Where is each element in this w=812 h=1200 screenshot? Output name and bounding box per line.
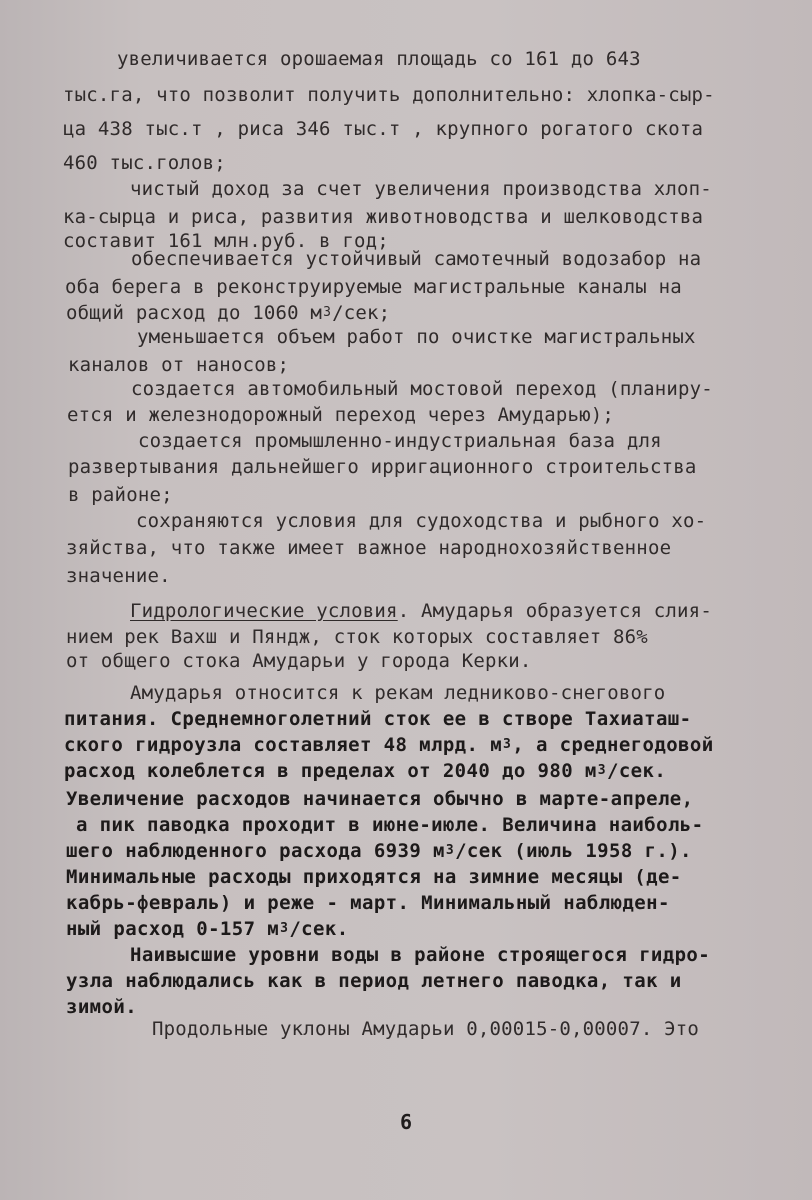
text-span: каналов от наносов; xyxy=(68,354,290,376)
text-line xyxy=(137,326,696,348)
text-line xyxy=(64,708,691,730)
text-span: от общего стока Амударьи у города Керки. xyxy=(66,650,532,672)
text-line xyxy=(63,152,226,174)
text-span: Амударья относится к рекам ледниково-снегового xyxy=(130,682,666,704)
text-span: ца 438 тыс.т , риса 346 тыс.т , крупного рогатого скота xyxy=(63,118,704,140)
text-line xyxy=(64,760,666,785)
page-number: 6 xyxy=(400,1110,413,1134)
text-span: сохраняются условия для судоходства и рыбного хо- xyxy=(136,510,707,532)
text-line xyxy=(66,565,171,587)
text-span: кабрь-февраль) и реже - март. Минимальный наблюден- xyxy=(66,892,670,914)
text-line xyxy=(66,626,648,648)
unit-superscript: 3 xyxy=(597,763,606,778)
text-span: , а среднегодовой xyxy=(512,734,714,756)
text-line xyxy=(63,206,703,228)
text-line xyxy=(66,970,682,992)
text-line xyxy=(66,892,670,914)
text-line xyxy=(68,456,697,478)
text-span: уменьшается объем работ по очистке магистральных xyxy=(137,326,696,348)
unit-superscript: 3 xyxy=(503,737,512,752)
text-span: значение. xyxy=(66,565,171,587)
text-span: /сек. xyxy=(289,918,349,940)
text-line xyxy=(152,1018,699,1040)
text-span: /сек. xyxy=(607,760,667,782)
text-span: в районе; xyxy=(68,484,173,506)
unit-superscript: 3 xyxy=(280,921,289,936)
text-span: тыс.га, что позволит получить дополнительно: хлопка-сыр- xyxy=(63,84,715,106)
text-span: зяйства, что также имеет важное народнохозяйственное xyxy=(66,537,672,559)
text-line xyxy=(66,918,349,943)
text-line xyxy=(66,840,692,865)
text-span: зимой. xyxy=(66,996,138,1018)
text-span: ка-сырца и риса, развития животноводства и шелководства xyxy=(63,206,704,228)
text-span: создается промышленно-индустриальная база для xyxy=(138,430,662,452)
text-span: шего наблюденного расхода 6939 м xyxy=(66,840,445,862)
text-line xyxy=(130,600,712,622)
text-line xyxy=(66,650,532,672)
text-line xyxy=(66,866,682,888)
text-span: обеспечивается устойчивый самотечный водозабор на xyxy=(131,248,702,270)
text-line xyxy=(66,996,137,1018)
text-span: Продольные уклоны Амударьи 0,00015-0,00007. Это xyxy=(152,1018,700,1040)
text-span: узла наблюдались как в период летнего паводка, так и xyxy=(66,970,682,992)
unit-superscript: 3 xyxy=(323,305,332,320)
text-line xyxy=(130,682,665,704)
text-span: Минимальные расходы приходятся на зимние месяцы (де- xyxy=(66,866,682,888)
text-span: . Амударья образуется слия- xyxy=(397,600,712,622)
text-span: питания. Среднемноголетний сток ее в створе Тахиаташ- xyxy=(64,708,692,730)
text-line xyxy=(66,537,671,559)
text-span: чистый доход за счет увеличения производства хлоп- xyxy=(130,178,712,200)
text-line xyxy=(130,944,710,966)
text-line xyxy=(136,510,706,532)
text-span: а пик паводка проходит в июне-июле. Величина наиболь- xyxy=(76,814,704,836)
text-line xyxy=(131,248,701,270)
text-line xyxy=(64,734,714,759)
text-span: создается автомобильный мостовой переход (планиру- xyxy=(131,378,713,400)
text-line xyxy=(130,178,712,200)
text-line xyxy=(65,276,682,298)
text-line xyxy=(76,814,703,836)
text-span: ется и железнодорожный переход через Амударью); xyxy=(67,404,615,426)
text-line xyxy=(117,48,641,70)
section-heading: Гидрологические условия xyxy=(130,600,398,622)
text-span: общий расход до 1060 м xyxy=(66,302,323,324)
text-span: Наивысшие уровни воды в районе строящегося гидро- xyxy=(130,944,711,966)
text-line xyxy=(63,118,703,140)
unit-superscript: 3 xyxy=(445,843,455,858)
text-span: ный расход 0-157 м xyxy=(66,918,280,940)
text-span: составит 161 млн.руб. в год; xyxy=(63,230,389,252)
text-span: расход колеблется в пределах от 2040 до 980 м xyxy=(64,760,597,782)
text-line xyxy=(67,404,614,426)
text-span: /сек (июль 1958 г.). xyxy=(455,840,692,862)
text-span: /сек; xyxy=(332,302,391,324)
text-span: развертывания дальнейшего ирригационного строительства xyxy=(68,456,697,478)
text-span: увеличивается орошаемая площадь со 161 до 643 xyxy=(117,48,641,70)
text-line xyxy=(68,354,289,376)
text-line xyxy=(63,84,715,106)
text-span: 460 тыс.голов; xyxy=(63,152,226,174)
text-span: ского гидроузла составляет 48 млрд. м xyxy=(64,734,503,756)
text-line xyxy=(131,378,713,400)
text-line xyxy=(138,430,662,452)
text-span: оба берега в реконструируемые магистральные каналы на xyxy=(65,276,682,298)
text-line xyxy=(68,484,173,506)
text-span: Увеличение расходов начинается обычно в марте-апреле, xyxy=(66,788,694,810)
text-span: нием рек Вахш и Пяндж, сток которых составляет 86% xyxy=(66,626,648,648)
text-line xyxy=(66,788,693,810)
text-line xyxy=(66,302,390,327)
